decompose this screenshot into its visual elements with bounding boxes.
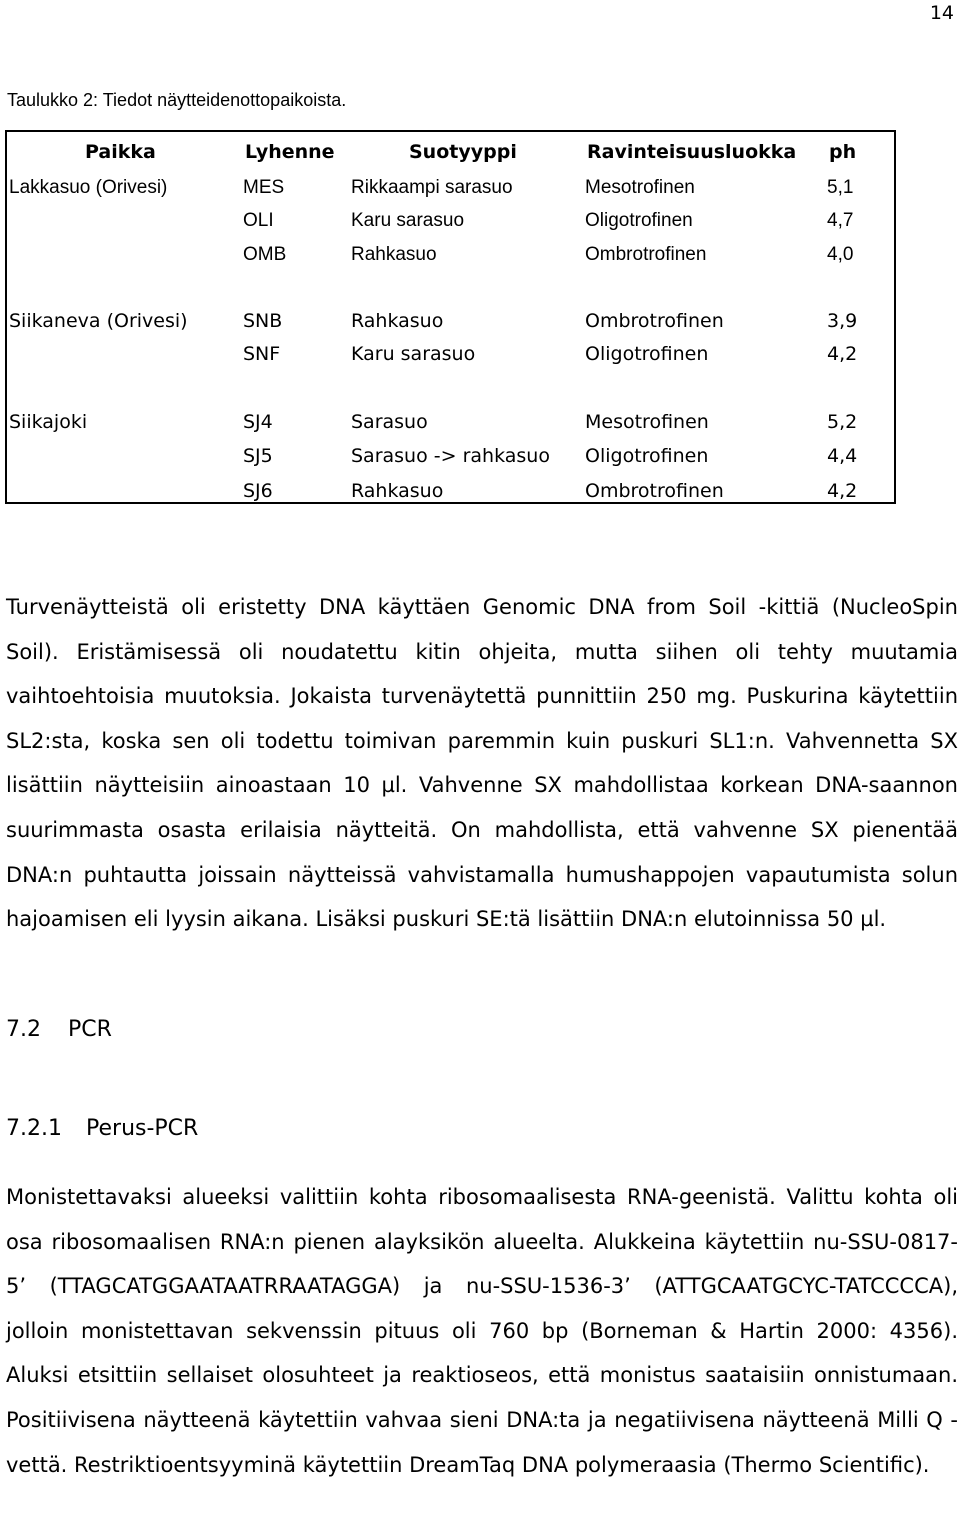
subsection-number: 7.2.1: [6, 1116, 62, 1141]
cell-paikka: Siikaneva (Orivesi): [9, 310, 188, 332]
section-number: 7.2: [6, 1017, 41, 1042]
table-caption: Taulukko 2: Tiedot näytteidenottopaikoista.: [7, 90, 347, 110]
header-paikka: Paikka: [85, 141, 156, 163]
cell-lyhenne: SNB: [243, 310, 283, 332]
cell-lyhenne: SJ4: [243, 411, 273, 433]
header-ph: ph: [829, 141, 857, 163]
cell-lyhenne: SJ5: [243, 445, 273, 467]
sample-sites-table: [5, 130, 896, 504]
paragraph-pcr: Monistettavaksi alueeksi valittiin kohta ribosomaalisesta RNA-geenistä. Valittu kohta oli osa ribosomaalisen RNA:n pienen alayksikön alueelta. Alukkeina käytettiin nu-SSU-0817-5’ (TTAGCATGGAATAATRRAATAGGA) ja nu-SSU-1536-3’ (ATTGCAATGCYC-TATCCCCA), jolloin monistettavan sekvenssin pituus oli 760 bp (Borneman & Hartin 2000: 4356). Aluksi etsittiin sellaiset olosuhteet ja reaktioseos, että monistus saataisiin onnistumaan. Positiivisena näytteenä käytettiin vahvaa sieni DNA:ta ja negatiivisena näytteenä Milli Q -vettä. Restriktioentsyyminä käytettiin DreamTaq DNA polymeraasia (Thermo Scientific).: [6, 1185, 958, 1477]
header-lyhenne: Lyhenne: [245, 141, 335, 163]
cell-ph: 4,2: [827, 343, 858, 365]
cell-ph: 4,2: [827, 480, 858, 502]
cell-suotyyppi: Sarasuo -> rahkasuo: [351, 445, 550, 467]
cell-luokka: Oligotrofinen: [585, 445, 709, 467]
cell-luokka: Oligotrofinen: [585, 343, 709, 365]
cell-suotyyppi: Rahkasuo: [351, 244, 437, 265]
paragraph-dna-extraction: Turvenäytteistä oli eristetty DNA käyttäen Genomic DNA from Soil -kittiä (NucleoSpin Soil). Eristämisessä oli noudatettu kitin ohjeita, mutta siihen oli tehty muutamia vaihtoehtoisia muutoksia. Jokaista turvenäytettä punnittiin 250 mg. Puskurina käytettiin SL2:sta, koska sen oli todettu toimivan paremmin kuin puskuri SL1:n. Vahvennetta SX lisättiin näytteisiin ainoastaan 10 µl. Vahvenne SX mahdollistaa korkean DNA-saannon suurimmasta osasta erilaisia näytteitä. On mahdollista, että vahvenne SX pienentää DNA:n puhtautta joissain näytteissä vahvistamalla humushappojen vapautumista solun hajoamisen eli lyysin aikana. Lisäksi puskuri SE:tä lisättiin DNA:n elutoinnissa 50 µl.: [6, 595, 958, 932]
cell-ph: 5,2: [827, 411, 858, 433]
cell-ph: 3,9: [827, 310, 858, 332]
cell-suotyyppi: Rahkasuo: [351, 480, 444, 502]
cell-luokka: Oligotrofinen: [585, 210, 693, 231]
cell-lyhenne: OMB: [243, 244, 287, 265]
cell-luokka: Ombrotrofinen: [585, 480, 724, 502]
section-title: PCR: [68, 1017, 112, 1042]
cell-luokka: Mesotrofinen: [585, 177, 695, 198]
cell-suotyyppi: Rikkaampi sarasuo: [351, 177, 513, 198]
section-heading: [6, 1017, 112, 1042]
cell-suotyyppi: Rahkasuo: [351, 310, 444, 332]
cell-ph: 4,0: [827, 244, 854, 265]
page-number: 14: [929, 2, 954, 24]
cell-paikka: Siikajoki: [9, 411, 88, 433]
subsection-heading: [6, 1116, 198, 1141]
cell-lyhenne: SNF: [243, 343, 281, 365]
cell-lyhenne: OLI: [243, 210, 274, 231]
cell-suotyyppi: Karu sarasuo: [351, 210, 465, 231]
cell-suotyyppi: Sarasuo: [351, 411, 428, 433]
header-ravinteisuusluokka: Ravinteisuusluokka: [587, 141, 797, 163]
subsection-title: Perus-PCR: [86, 1116, 199, 1141]
cell-luokka: Ombrotrofinen: [585, 310, 724, 332]
cell-luokka: Ombrotrofinen: [585, 244, 707, 265]
cell-ph: 4,4: [827, 445, 858, 467]
header-suotyyppi: Suotyyppi: [409, 141, 517, 163]
cell-lyhenne: SJ6: [243, 480, 273, 502]
cell-ph: 4,7: [827, 210, 854, 231]
cell-ph: 5,1: [827, 177, 854, 198]
cell-lyhenne: MES: [243, 177, 285, 198]
cell-luokka: Mesotrofinen: [585, 411, 709, 433]
cell-suotyyppi: Karu sarasuo: [351, 343, 476, 365]
cell-paikka: Lakkasuo (Orivesi): [9, 177, 168, 198]
